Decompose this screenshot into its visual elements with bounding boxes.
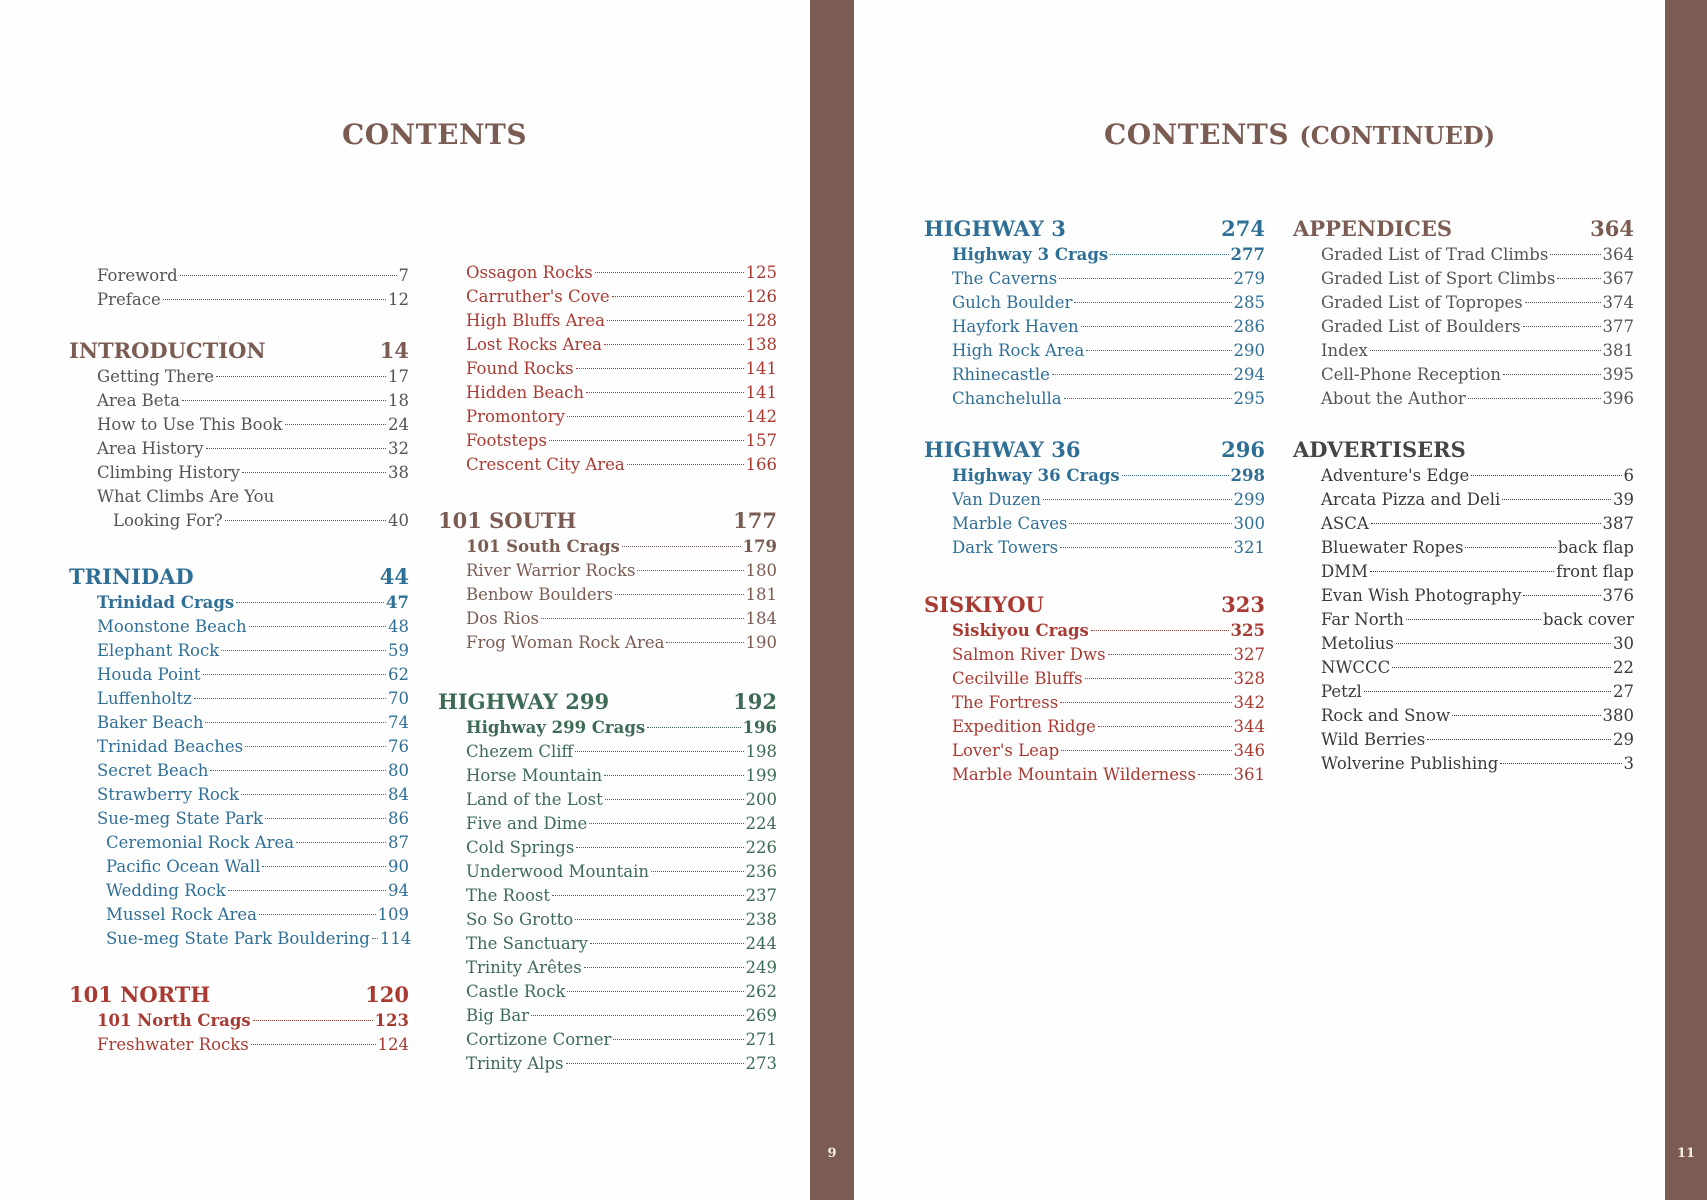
- section-heading[interactable]: 101 NORTH 120: [69, 982, 409, 1007]
- toc-entry[interactable]: How to Use This Book 24: [97, 415, 409, 434]
- toc-entry[interactable]: Cell-Phone Reception 395: [1321, 365, 1634, 384]
- toc-entry[interactable]: Sue-meg State Park Bouldering 114: [106, 929, 412, 948]
- toc-entry[interactable]: Freshwater Rocks 124: [97, 1035, 409, 1054]
- toc-entry[interactable]: Petzl 27: [1321, 682, 1634, 701]
- section-heading[interactable]: 101 SOUTH 177: [438, 508, 777, 533]
- toc-entry[interactable]: Sue-meg State Park 86: [97, 809, 409, 828]
- toc-entry[interactable]: Promontory 142: [466, 407, 777, 426]
- toc-entry[interactable]: Area History 32: [97, 439, 409, 458]
- toc-entry[interactable]: Trinity Alps 273: [466, 1054, 777, 1073]
- highway-3-section: [924, 215, 1265, 411]
- toc-entry[interactable]: Arcata Pizza and Deli 39: [1321, 490, 1634, 509]
- toc-entry[interactable]: ASCA 387: [1321, 514, 1634, 533]
- page-title: CONTENTS: [342, 118, 528, 151]
- toc-entry[interactable]: Crescent City Area 166: [466, 455, 777, 474]
- toc-entry[interactable]: Van Duzen 299: [952, 490, 1265, 509]
- 101-north-continued: [438, 261, 777, 477]
- front-matter-section: [69, 264, 409, 312]
- toc-entry[interactable]: Graded List of Sport Climbs 367: [1321, 269, 1634, 288]
- toc-entry[interactable]: Expedition Ridge 344: [952, 717, 1265, 736]
- toc-entry[interactable]: Pacific Ocean Wall 90: [106, 857, 409, 876]
- advertisers-section: [1293, 436, 1634, 776]
- toc-entry[interactable]: Trinity Arêtes 249: [466, 958, 777, 977]
- toc-entry[interactable]: Lost Rocks Area 138: [466, 335, 777, 354]
- toc-entry[interactable]: Marble Caves 300: [952, 514, 1265, 533]
- highway-299-section: [438, 688, 777, 1076]
- toc-entry[interactable]: Cold Springs 226: [466, 838, 777, 857]
- toc-entry[interactable]: 101 South Crags 179: [466, 537, 777, 556]
- toc-entry[interactable]: Foreword 7: [97, 266, 409, 285]
- toc-entry[interactable]: Graded List of Trad Climbs 364: [1321, 245, 1634, 264]
- toc-entry[interactable]: Moonstone Beach 48: [97, 617, 409, 636]
- toc-entry[interactable]: Salmon River Dws 327: [952, 645, 1265, 664]
- toc-entry[interactable]: Highway 299 Crags 196: [466, 718, 777, 737]
- toc-entry[interactable]: Evan Wish Photography 376: [1321, 586, 1634, 605]
- toc-entry[interactable]: High Rock Area 290: [952, 341, 1265, 360]
- toc-entry[interactable]: Metolius 30: [1321, 634, 1634, 653]
- toc-entry[interactable]: The Sanctuary 244: [466, 934, 777, 953]
- toc-entry: What Climbs Are You: [97, 487, 275, 506]
- toc-entry[interactable]: DMM front flap: [1321, 562, 1634, 581]
- section-heading[interactable]: TRINIDAD 44: [69, 564, 409, 589]
- toc-column-1: [69, 264, 412, 1082]
- trinidad-section: [69, 563, 412, 951]
- 101-north-section: [69, 981, 409, 1057]
- toc-entry[interactable]: Castle Rock 262: [466, 982, 777, 1001]
- toc-entry[interactable]: The Fortress 342: [952, 693, 1265, 712]
- section-heading[interactable]: HIGHWAY 36 296: [924, 437, 1265, 462]
- toc-entry[interactable]: Mussel Rock Area 109: [106, 905, 409, 924]
- toc-entry[interactable]: Wolverine Publishing 3: [1321, 754, 1634, 773]
- toc-entry[interactable]: Preface 12: [97, 290, 409, 309]
- appendices-section: [1293, 215, 1634, 411]
- toc-entry[interactable]: Gulch Boulder 285: [952, 293, 1265, 312]
- toc-entry[interactable]: Lover's Leap 346: [952, 741, 1265, 760]
- toc-column-2: [438, 261, 777, 1101]
- toc-entry[interactable]: Found Rocks 141: [466, 359, 777, 378]
- toc-entry[interactable]: Houda Point 62: [97, 665, 409, 684]
- section-heading[interactable]: ADVERTISERS: [1293, 437, 1466, 462]
- toc-entry[interactable]: Trinidad Beaches 76: [97, 737, 409, 756]
- toc-entry[interactable]: Rock and Snow 380: [1321, 706, 1634, 725]
- toc-entry[interactable]: Land of the Lost 200: [466, 790, 777, 809]
- toc-entry[interactable]: Hayfork Haven 286: [952, 317, 1265, 336]
- toc-entry[interactable]: Elephant Rock 59: [97, 641, 409, 660]
- toc-entry[interactable]: Chezem Cliff 198: [466, 742, 777, 761]
- toc-entry[interactable]: Ceremonial Rock Area 87: [106, 833, 409, 852]
- toc-entry[interactable]: Frog Woman Rock Area 190: [466, 633, 777, 652]
- toc-entry[interactable]: Luffenholtz 70: [97, 689, 409, 708]
- toc-entry[interactable]: Footsteps 157: [466, 431, 777, 450]
- toc-entry[interactable]: About the Author 396: [1321, 389, 1634, 408]
- 101-south-section: [438, 507, 777, 655]
- toc-entry[interactable]: High Bluffs Area 128: [466, 311, 777, 330]
- toc-entry[interactable]: Cecilville Bluffs 328: [952, 669, 1265, 688]
- page-title: CONTENTS (CONTINUED): [1104, 118, 1496, 151]
- toc-entry[interactable]: The Roost 237: [466, 886, 777, 905]
- section-heading[interactable]: HIGHWAY 299 192: [438, 689, 777, 714]
- toc-entry[interactable]: Siskiyou Crags 325: [952, 621, 1265, 640]
- section-heading[interactable]: HIGHWAY 3 274: [924, 216, 1265, 241]
- toc-entry[interactable]: Far North back cover: [1321, 610, 1634, 629]
- toc-entry[interactable]: Cortizone Corner 271: [466, 1030, 777, 1049]
- toc-entry[interactable]: Dos Rios 184: [466, 609, 777, 628]
- introduction-section: [69, 337, 409, 533]
- toc-entry[interactable]: Highway 3 Crags 277: [952, 245, 1265, 264]
- highway-36-section: [924, 436, 1265, 560]
- toc-entry[interactable]: Underwood Mountain 236: [466, 862, 777, 881]
- toc-entry[interactable]: River Warrior Rocks 180: [466, 561, 777, 580]
- left-page: [0, 0, 810, 1200]
- toc-entry[interactable]: Five and Dime 224: [466, 814, 777, 833]
- toc-entry[interactable]: Big Bar 269: [466, 1006, 777, 1025]
- toc-entry[interactable]: Strawberry Rock 84: [97, 785, 409, 804]
- toc-entry[interactable]: Rhinecastle 294: [952, 365, 1265, 384]
- toc-entry[interactable]: Bluewater Ropes back flap: [1321, 538, 1634, 557]
- right-page: [854, 0, 1665, 1200]
- toc-entry[interactable]: 101 North Crags 123: [97, 1011, 409, 1030]
- toc-entry[interactable]: Marble Mountain Wilderness 361: [952, 765, 1265, 784]
- toc-entry[interactable]: Baker Beach 74: [97, 713, 409, 732]
- section-heading[interactable]: INTRODUCTION 14: [69, 338, 409, 363]
- toc-entry[interactable]: NWCCC 22: [1321, 658, 1634, 677]
- toc-entry[interactable]: The Caverns 279: [952, 269, 1265, 288]
- right-page-margin-bar: [1665, 0, 1707, 1200]
- toc-entry[interactable]: Trinidad Crags 47: [97, 593, 409, 612]
- toc-entry[interactable]: Looking For? 40: [113, 511, 409, 530]
- section-heading[interactable]: APPENDICES 364: [1293, 216, 1634, 241]
- section-heading[interactable]: SISKIYOU 323: [924, 592, 1265, 617]
- toc-entry[interactable]: Hidden Beach 141: [466, 383, 777, 402]
- page-number: 9: [827, 1146, 837, 1161]
- toc-entry[interactable]: Dark Towers 321: [952, 538, 1265, 557]
- toc-entry[interactable]: Horse Mountain 199: [466, 766, 777, 785]
- toc-entry[interactable]: Ossagon Rocks 125: [466, 263, 777, 282]
- page-number: 11: [1676, 1146, 1696, 1161]
- toc-entry[interactable]: Secret Beach 80: [97, 761, 409, 780]
- toc-column-4: [1293, 215, 1634, 801]
- toc-entry[interactable]: Graded List of Topropes 374: [1321, 293, 1634, 312]
- toc-entry[interactable]: Getting There 17: [97, 367, 409, 386]
- toc-entry[interactable]: So So Grotto 238: [466, 910, 777, 929]
- toc-entry[interactable]: Carruther's Cove 126: [466, 287, 777, 306]
- toc-entry[interactable]: Wild Berries 29: [1321, 730, 1634, 749]
- toc-entry[interactable]: Climbing History 38: [97, 463, 409, 482]
- toc-column-3: [924, 215, 1265, 812]
- toc-entry[interactable]: Benbow Boulders 181: [466, 585, 777, 604]
- toc-entry[interactable]: Chanchelulla 295: [952, 389, 1265, 408]
- toc-entry[interactable]: Adventure's Edge 6: [1321, 466, 1634, 485]
- toc-entry[interactable]: Index 381: [1321, 341, 1634, 360]
- toc-entry[interactable]: Wedding Rock 94: [106, 881, 409, 900]
- toc-entry[interactable]: Graded List of Boulders 377: [1321, 317, 1634, 336]
- toc-entry[interactable]: Area Beta 18: [97, 391, 409, 410]
- left-page-margin-bar: [810, 0, 854, 1200]
- siskiyou-section: [924, 591, 1265, 787]
- toc-entry[interactable]: Highway 36 Crags 298: [952, 466, 1265, 485]
